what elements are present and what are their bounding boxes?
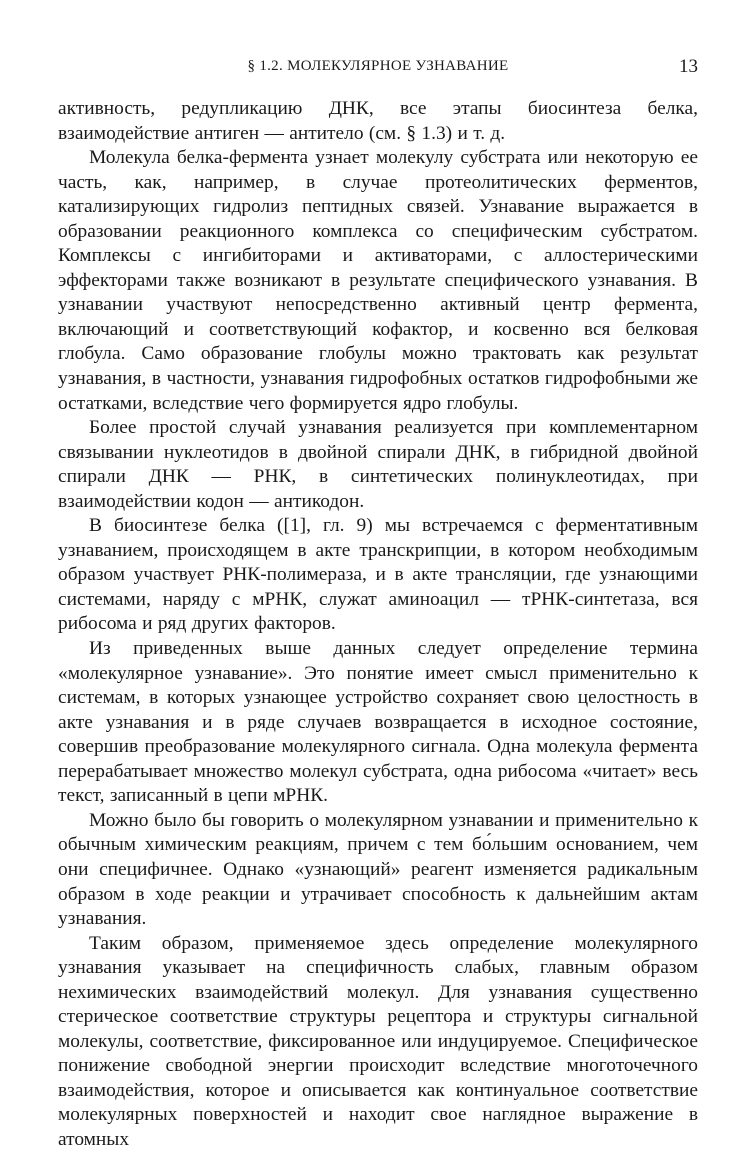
paragraph-2: Молекула белка-фермента узнает молекулу субстрата или некоторую ее часть, как, например, в случае протеолитических ферментов, катализирующих гидролиз пептидных связей. Узнавание выражается в образовании реакционного комплекса со специфическим субстратом. Комплексы с ингибиторами и активаторами, с аллостерическими эффекторами также возникают в результате специфического узнавания. В узнавании участвуют непосредственно активный центр фермента, включающий и соответствующий кофактор, и косвенно вся белковая глобула. Само образование глобулы можно трактовать как результат узнавания, в частности, узнавания гидрофобных остатков гидрофобными же остатками, вследствие чего формируется ядро глобулы. xyxy=(58,147,698,414)
body-text xyxy=(58,97,698,1153)
paragraph-7: Таким образом, применяемое здесь определение молекулярного узнавания указывает на специфичность слабых, главным образом нехимических взаимодействий молекул. Для узнавания существенно стерическое соответствие структуры рецептора и структуры сигнальной молекулы, соответствие, фиксированное или индуцируемое. Специфическое понижение свободной энергии происходит вследствие многоточечного взаимодействия, которое и описывается как континуальное соответствие молекулярных поверхностей и находит свое наглядное выражение в атомных xyxy=(58,932,698,1150)
page-number: 13 xyxy=(679,56,698,77)
paragraph-4: В биосинтезе белка ([1], гл. 9) мы встречаемся с ферментативным узнаванием, происходящем в акте транскрипции, в котором необходимым образом участвует РНК-полимераза, и в акте трансляции, где узнающими системами, наряду с мРНК, служат аминоацил — тРНК-синтетаза, вся рибосома и ряд других факторов. xyxy=(58,515,698,635)
paragraph-6: Можно было бы говорить о молекулярном узнавании и применительно к обычным химическим реакциям, причем с тем бо́льшим основанием, чем они специфичнее. Однако «узнающий» реагент изменяется радикальным образом в ходе реакции и утрачивает способность к дальнейшим актам узнавания. xyxy=(58,809,698,930)
section-title: § 1.2. МОЛЕКУЛЯРНОЕ УЗНАВАНИЕ xyxy=(247,58,509,74)
paragraph-5: Из приведенных выше данных следует определение термина «молекулярное узнавание». Это понятие имеет смысл применительно к системам, в которых узнающее устройство сохраняет свою целостность в акте узнавания и в ряде случаев возвращается в исходное состояние, совершив преобразование молекулярного сигнала. Одна молекула фермента перерабатывает множество молекул субстрата, одна рибосома «читает» весь текст, записанный в цепи мРНК. xyxy=(58,638,698,807)
running-head xyxy=(58,56,698,80)
paragraph-3: Более простой случай узнавания реализуется при комплементарном связывании нуклеотидов в двойной спирали ДНК, в гибридной двойной спирали ДНК — РНК, в синтетических полинуклеотидах, при взаимодействии кодон — антикодон. xyxy=(58,417,698,512)
paragraph-1: активность, редупликацию ДНК, все этапы биосинтеза белка, взаимодействие антиген — антитело (см. § 1.3) и т. д. xyxy=(58,98,698,144)
